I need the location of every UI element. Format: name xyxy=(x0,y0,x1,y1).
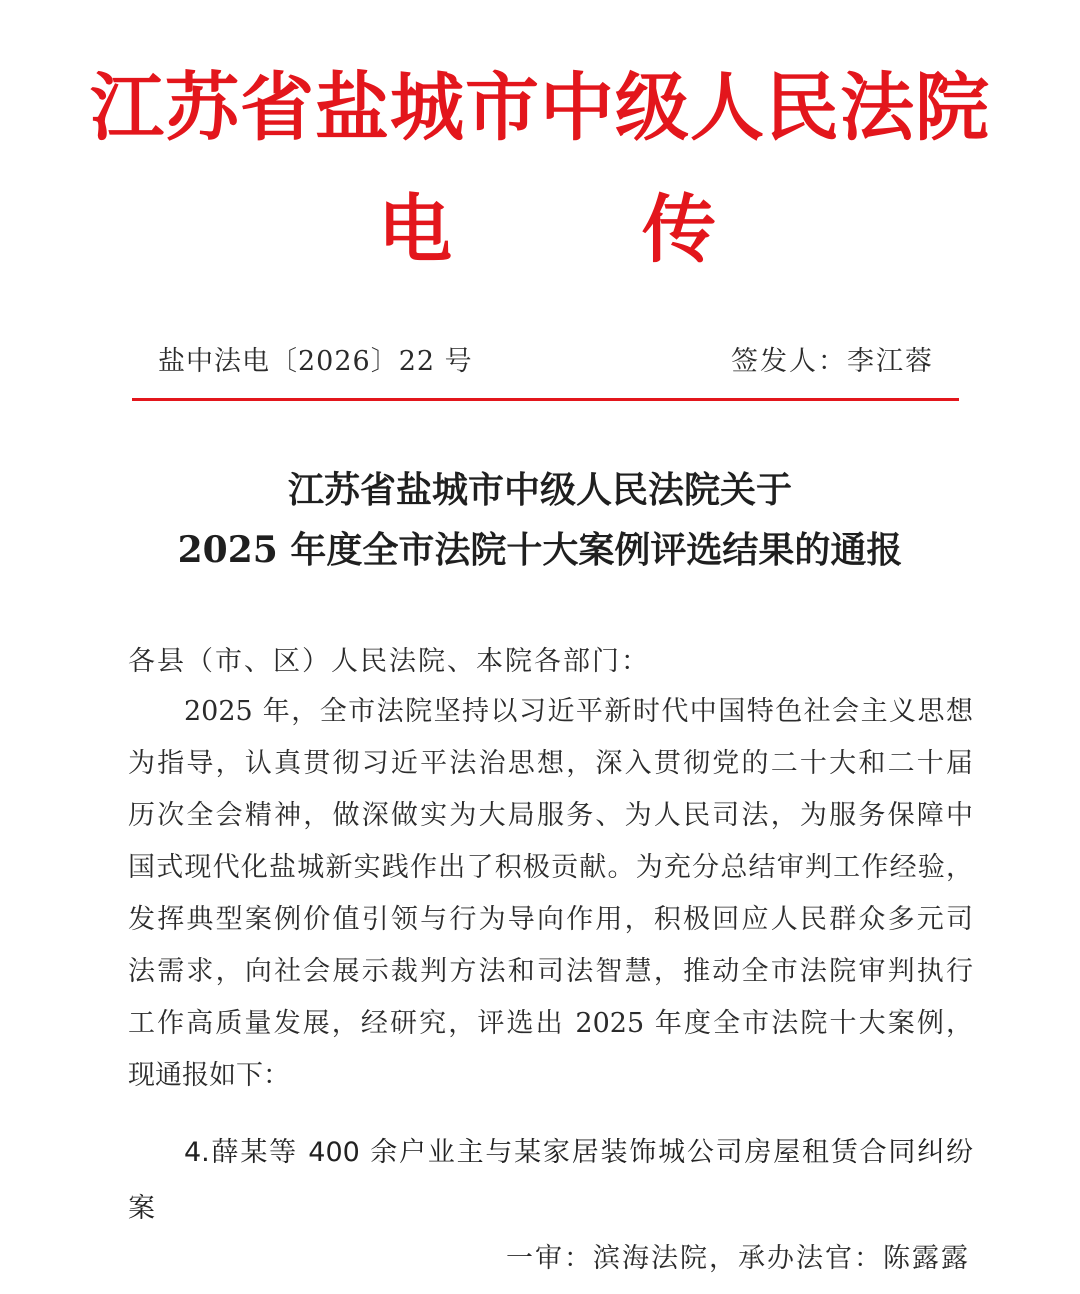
document-number: 盐中法电〔2026〕22 号 xyxy=(158,346,473,377)
document-meta-row xyxy=(158,340,934,384)
body-line: 法需求，向社会展示裁判方法和司法智慧，推动全市法院审判执行 xyxy=(128,956,973,987)
body-line: 历次全会精神，做深做实为大局服务、为人民司法，为服务保障中 xyxy=(128,800,973,831)
case-title-line-1: 4.薛某等 400 余户业主与某家居装饰城公司房屋租赁合同纠纷 xyxy=(184,1137,973,1168)
red-divider xyxy=(132,398,959,401)
body-line: 2025 年，全市法院坚持以习近平新时代中国特色社会主义思想 xyxy=(184,696,973,727)
case-title-line-2: 案 xyxy=(128,1193,155,1224)
trial-info: 一审：滨海法院，承办法官：陈露露 xyxy=(506,1243,970,1274)
body-line: 国式现代化盐城新实践作出了积极贡献。为充分总结审判工作经验， xyxy=(128,852,973,883)
body-line: 现通报如下： xyxy=(128,1060,290,1091)
notice-title-line-1: 江苏省盐城市中级人民法院关于 xyxy=(287,469,792,511)
body-line: 为指导，认真贯彻习近平法治思想，深入贯彻党的二十大和二十届 xyxy=(128,748,973,779)
body-line: 发挥典型案例价值引领与行为导向作用，积极回应人民群众多元司 xyxy=(128,904,973,935)
body-line: 工作高质量发展，经研究，评选出 2025 年度全市法院十大案例， xyxy=(128,1008,973,1039)
document-kind-char-1: 电 xyxy=(378,187,452,273)
salutation: 各县（市、区）人民法院、本院各部门： xyxy=(128,646,650,677)
notice-title-line-2: 2025 年度全市法院十大案例评选结果的通报 xyxy=(177,529,903,571)
issuer: 签发人：李江蓉 xyxy=(731,346,934,377)
document-kind xyxy=(0,180,1080,280)
organization-title: 江苏省盐城市中级人民法院 xyxy=(90,65,990,151)
document-kind-char-2: 传 xyxy=(642,187,716,273)
